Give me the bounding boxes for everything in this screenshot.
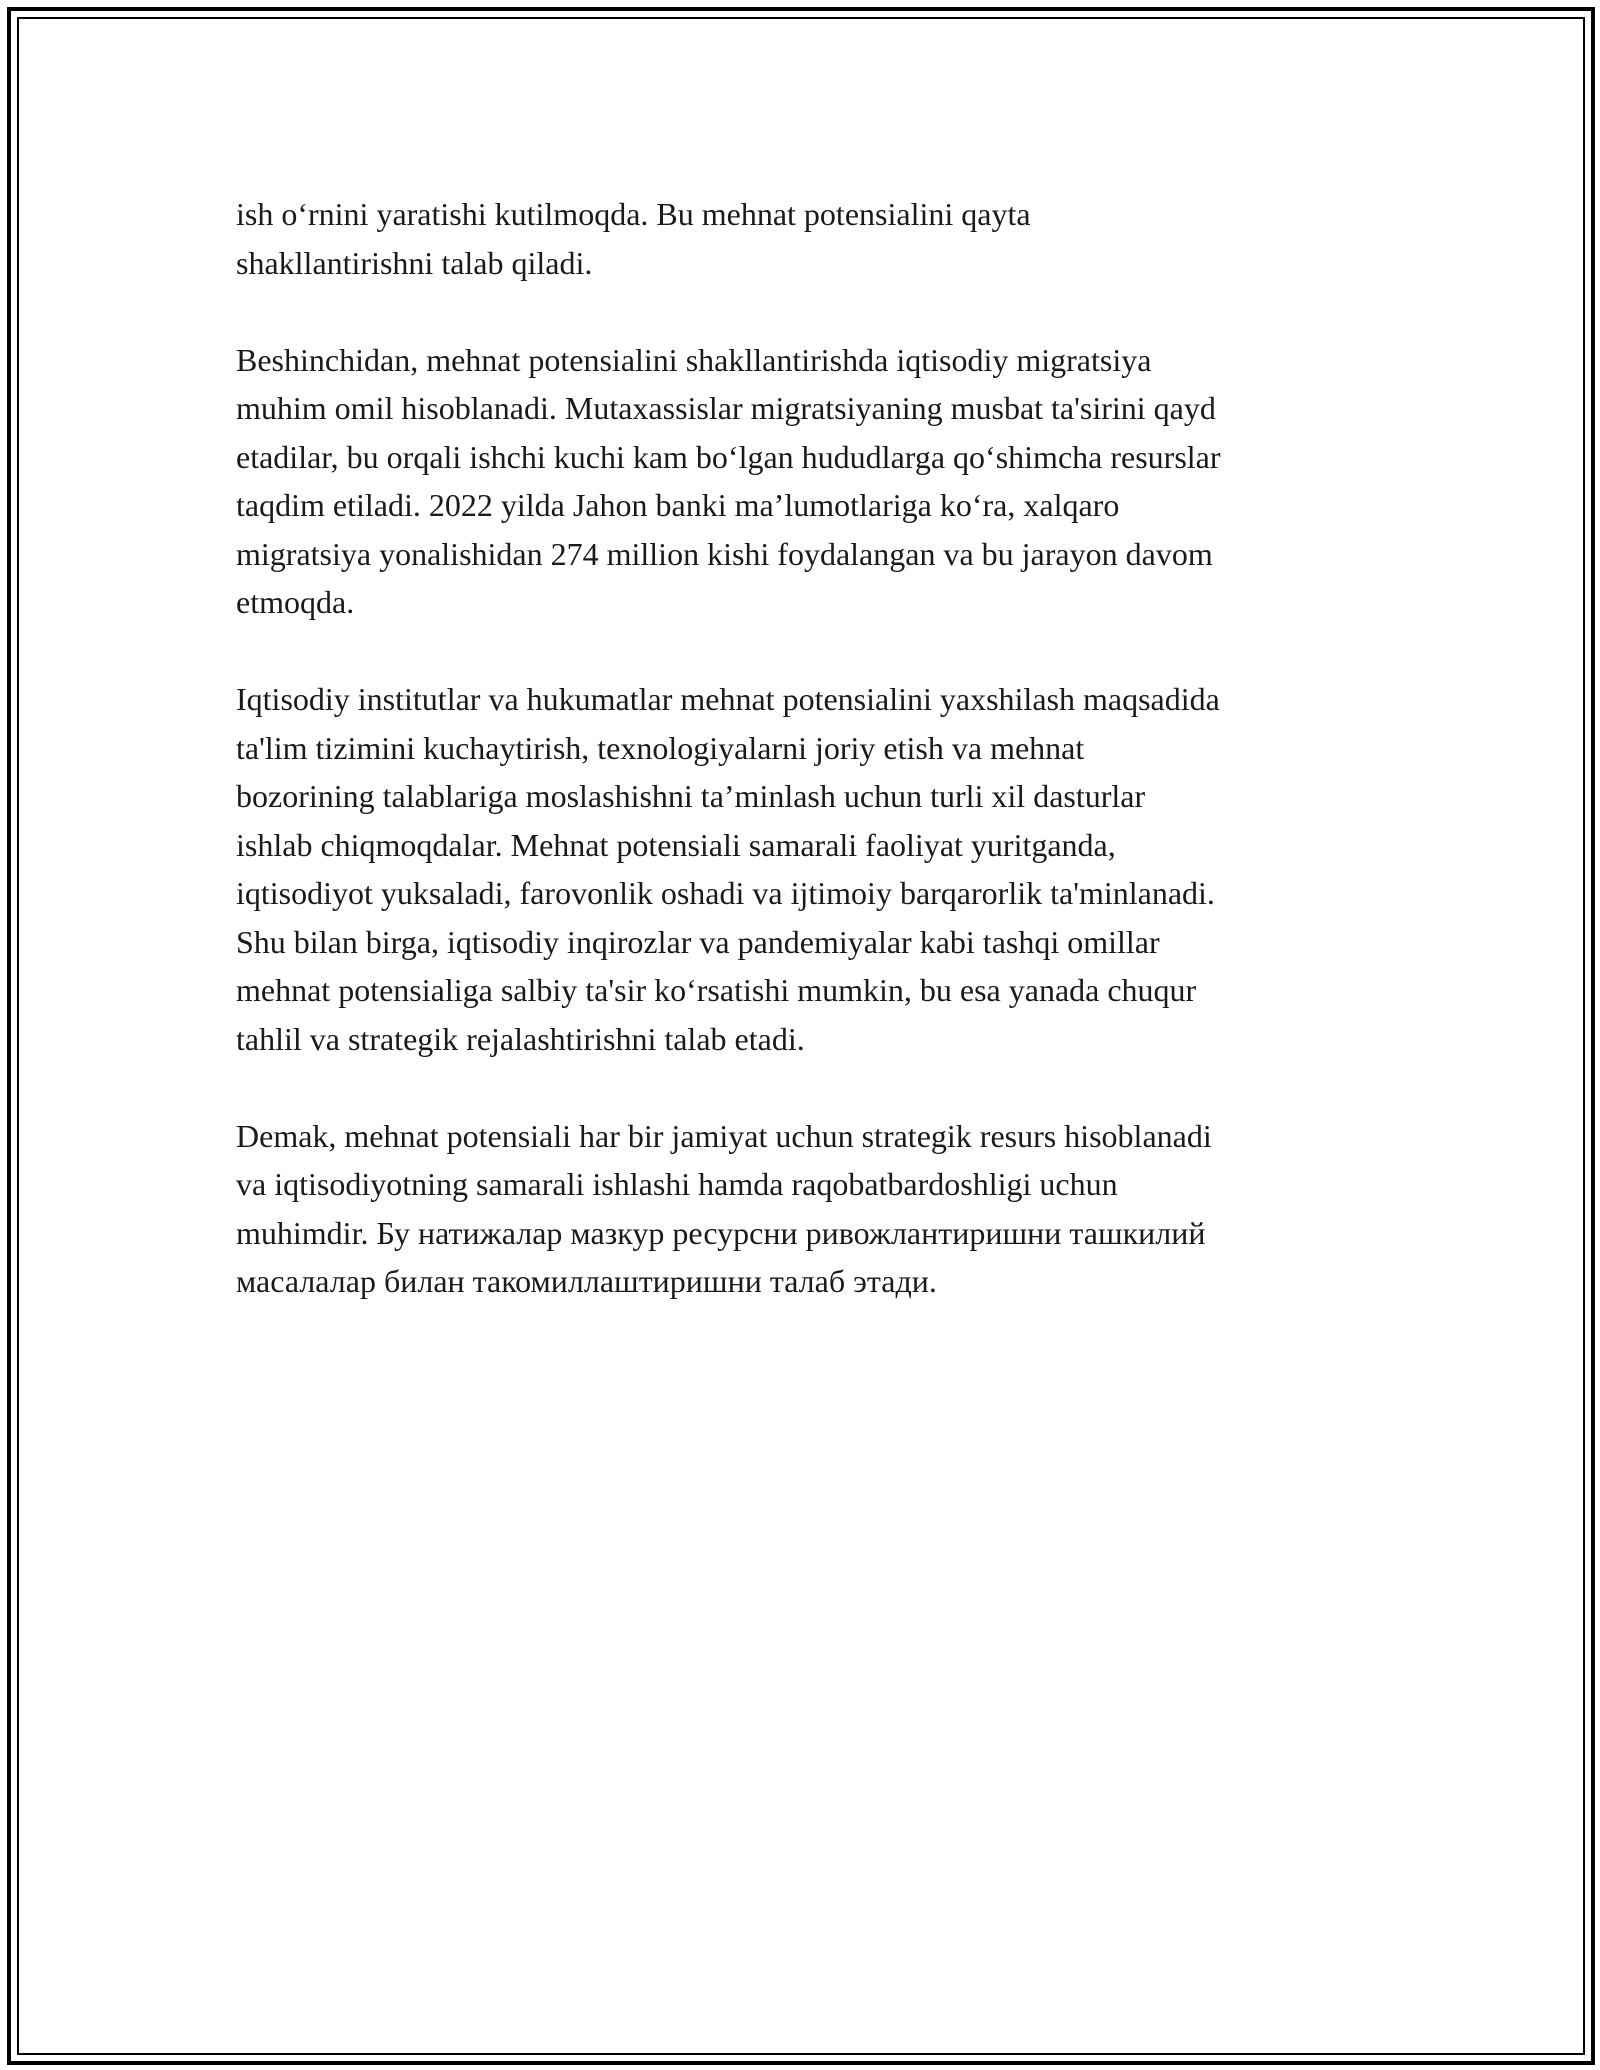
document-body [236,190,1386,1354]
paragraph-job-creation: ish o‘rnini yaratishi kutilmoqda. Bu mehnat potensialini qayta shakllantirishni talab qiladi. [236,196,1031,281]
paragraph-migration: Beshinchidan, mehnat potensialini shakllantirishda iqtisodiy migratsiya muhim omil hisoblanadi. Mutaxassislar migratsiyaning musbat ta'sirini qayd etadilar, bu orqali ishchi kuchi kam bo‘lgan hududlarga qo‘shimcha resurslar taqdim etiladi. 2022 yilda Jahon banki ma’lumotlariga ko‘ra, xalqaro migratsiya yonalishidan 274 million kishi foydalangan va bu jarayon davom etmoqda. [236,341,1221,620]
paragraph-institutions: Iqtisodiy institutlar va hukumatlar mehnat potensialini yaxshilash maqsadida ta'lim tizimini kuchaytirish, texnologiyalarni joriy etish va mehnat bozorining talablariga moslashishni ta’minlash uchun turli xil dasturlar ishlab chiqmoqdalar. Mehnat potensiali samarali faoliyat yuritganda, iqtisodiyot yuksaladi, farovonlik oshadi va ijtimoiy barqarorlik ta'minlanadi. Shu bilan birga, iqtisodiy inqirozlar va pandemiyalar kabi tashqi omillar mehnat potensialiga salbiy ta'sir ko‘rsatishi mumkin, bu esa yanada chuqur tahlil va strategik rejalashtirishni talab etadi. [236,681,1220,1057]
paragraph-conclusion: Demak, mehnat potensiali har bir jamiyat uchun strategik resurs hisoblanadi va iqtisodiyotning samarali ishlashi hamda raqobatbardoshligi uchun muhimdir. Бу натижалар мазкур ресурсни ривожлантиришни ташкилий масалалар билан такомиллаштиришни талаб этади. [236,1117,1212,1299]
